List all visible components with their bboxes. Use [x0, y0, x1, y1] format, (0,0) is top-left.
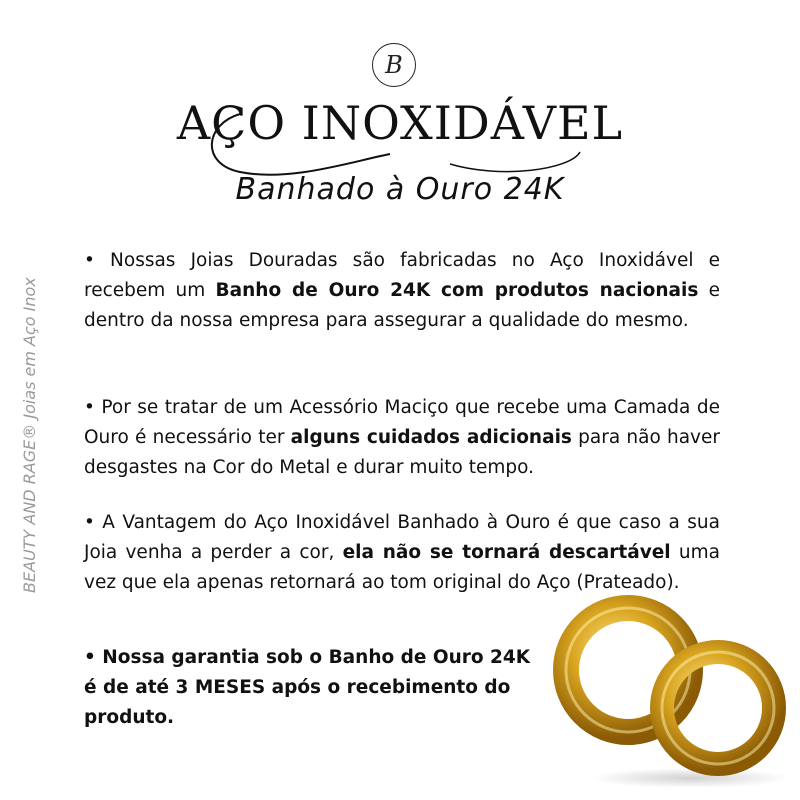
paragraph-text: para não haver desgastes na Cor do Metal e durar muito tempo.: [84, 427, 720, 478]
paragraph-care: [84, 393, 720, 483]
page-subtitle: Banhado à Ouro 24K: [235, 172, 565, 207]
paragraph-text: e dentro da nossa empresa para assegurar a qualidade do mesmo.: [84, 280, 720, 331]
paragraph-text: • A Vantagem do Aço Inoxidável Banhado à Ouro é que caso a sua Joia venha a perder a cor,: [84, 512, 720, 563]
paragraph-advantage: [84, 508, 720, 598]
paragraph-text: • Por se tratar de um Acessório Maciço que recebe uma Camada de Ouro é necessário ter: [84, 397, 720, 448]
brand-logo-icon: [372, 43, 416, 87]
paragraph-bold: ela não se tornará descartável: [342, 542, 671, 563]
paragraph-fabrication: [84, 246, 720, 336]
paragraph-warranty: • Nossa garantia sob o Banho de Ouro 24K é de até 3 MESES após o recebimento do produto.: [84, 647, 531, 728]
page-title: AÇO INOXIDÁVEL: [176, 96, 624, 150]
paragraph-text: uma vez que ela apenas retornará ao tom original do Aço (Prateado).: [84, 542, 720, 593]
paragraph-bold: alguns cuidados adicionais: [290, 427, 572, 448]
paragraph-bold: Banho de Ouro 24K com produtos nacionais: [215, 280, 699, 301]
logo-letter: B: [385, 51, 403, 79]
gold-hoop-earrings-icon: [540, 588, 790, 788]
paragraph-text: • Nossas Joias Douradas são fabricadas no Aço Inoxidável e recebem um: [84, 250, 720, 301]
side-brand-text: BEAUTY AND RAGE® Joias em Aço Inox: [20, 277, 39, 593]
